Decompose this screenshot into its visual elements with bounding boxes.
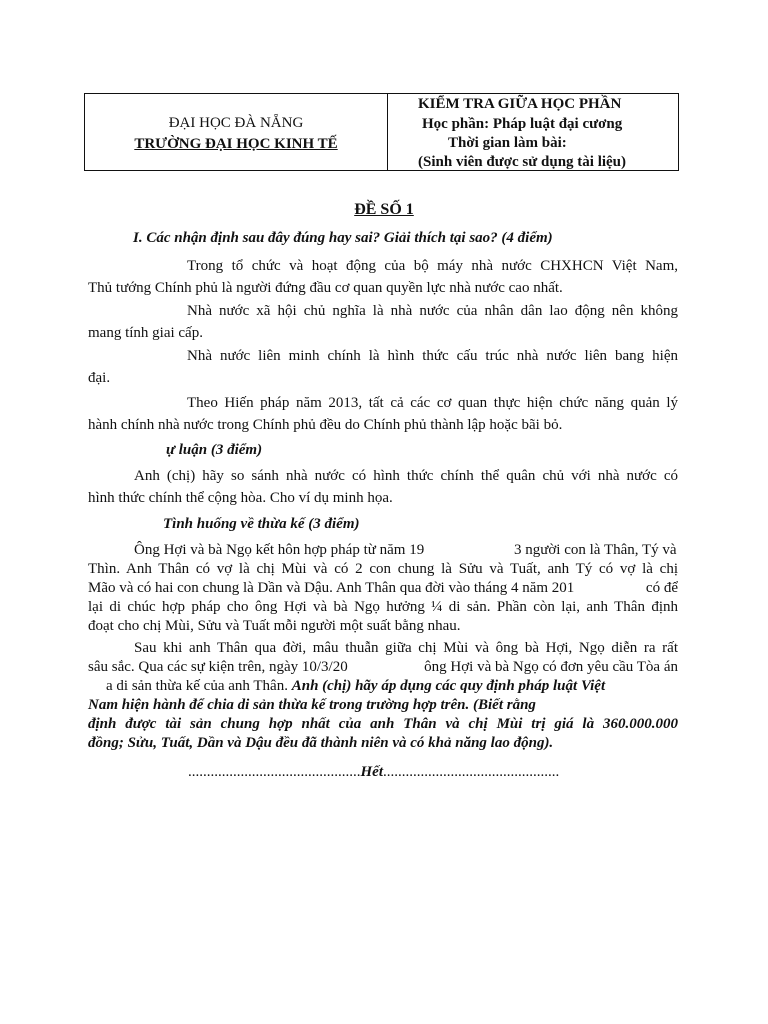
statement-2-line-2: mang tính giai cấp.	[88, 325, 203, 341]
case-p2-line-3a: a di sản thừa kế của anh Thân.	[106, 678, 288, 694]
statement-3-line-1: Nhà nước liên minh chính là hình thức cấu trúc nhà nước liên bang hiện	[187, 348, 678, 364]
case-line-1b: 3 người con là Thân, Tý và	[514, 542, 677, 558]
statement-1-line-2: Thủ tướng Chính phủ là người đứng đầu cơ quan quyền lực nhà nước cao nhất.	[88, 280, 563, 296]
case-p2-line-1: Sau khi anh Thân qua đời, mâu thuẫn giữa chị Mùi và ông bà Hợi, Ngọ diễn ra rất	[134, 640, 678, 656]
case-p2-line-2b: ông Hợi và bà Ngọ có đơn yêu cầu Tòa án	[424, 659, 678, 675]
section-2-heading: ự luận (3 điểm)	[166, 442, 263, 458]
essay-line-2: hình thức chính thể cộng hòa. Cho ví dụ minh họa.	[88, 490, 393, 506]
statement-2	[88, 300, 678, 344]
case-p2-line-4: Nam hiện hành để chia di sản thừa kế trong trường hợp trên. (Biết rằng	[88, 697, 536, 713]
statement-4-line-1: Theo Hiến pháp năm 2013, tất cả các cơ quan thực hiện chức năng quản lý	[187, 395, 678, 411]
exam-subject: Học phần: Pháp luật đại cương	[422, 116, 623, 132]
case-line-3-wrap	[88, 579, 678, 598]
case-line-3: Mão và có hai con chung là Dần và Dậu. Anh Thân qua đời vào tháng 4 năm 201	[88, 580, 575, 596]
case-p2-line-6: đồng; Sửu, Tuất, Dần và Dậu đều đã thành niên và có khả năng lao động).	[88, 735, 554, 751]
essay-line-1: Anh (chị) hãy so sánh nhà nước có hình thức chính thể quân chủ với nhà nước có	[134, 468, 678, 484]
header-right-cell	[388, 94, 678, 170]
header-left-cell	[85, 94, 388, 170]
case-p2-line-2-wrap	[88, 658, 678, 677]
exam-time: Thời gian làm bài:	[448, 135, 567, 151]
statement-2-line-1: Nhà nước xã hội chủ nghĩa là nhà nước của nhân dân lao động nên không	[187, 303, 678, 319]
case-paragraph-2	[88, 639, 678, 753]
case-p2-line-3	[88, 677, 678, 696]
exam-note: (Sinh viên được sử dụng tài liệu)	[418, 154, 627, 170]
essay-question	[88, 465, 678, 509]
statement-1	[88, 255, 678, 299]
case-paragraph-1	[88, 560, 678, 636]
statement-4-line-2: hành chính nhà nước trong Chính phủ đều do Chính phủ thành lập hoặc bãi bỏ.	[88, 417, 563, 433]
exam-title: KIỂM TRA GIỮA HỌC PHẦN	[418, 96, 622, 112]
end-marker	[188, 763, 559, 781]
school-name: TRƯỜNG ĐẠI HỌC KINH TẾ	[134, 136, 338, 152]
case-line-2: Thìn. Anh Thân có vợ là chị Mùi và có 2 con chung là Sửu và Tuất, anh Tý có vợ là chị	[88, 561, 678, 577]
case-line-3b: có để	[645, 580, 678, 596]
case-line-5: đoạt cho chị Mùi, Sửu và Tuất mỗi người một suất bằng nhau.	[88, 618, 461, 634]
exam-number-title: ĐỀ SỐ 1	[354, 201, 414, 218]
end-word: Hết	[360, 764, 383, 780]
case-line-4: lại di chúc hợp pháp cho ông Hợi và bà Ngọ hưởng ¼ di sản. Phần còn lại, anh Thân định	[88, 599, 678, 615]
statement-3-line-2: đại.	[88, 370, 111, 386]
case-p2-line-3b: Anh (chị) hãy áp dụng các quy định pháp luật Việt	[291, 678, 606, 694]
case-p2-line-5: định được tài sản chung hợp nhất của anh Thân và chị Mùi trị giá là 360.000.000	[88, 716, 678, 732]
section-3-heading: Tình huống về thừa kế (3 điểm)	[163, 516, 360, 532]
section-1-heading: I. Các nhận định sau đây đúng hay sai? Giải thích tại sao? (4 điểm)	[133, 230, 553, 246]
case-line-1a: Ông Hợi và bà Ngọ kết hôn hợp pháp từ năm 19	[134, 542, 425, 558]
statement-1-line-1: Trong tổ chức và hoạt động của bộ máy nhà nước CHXHCN Việt Nam,	[187, 258, 678, 274]
university-name: ĐẠI HỌC ĐÀ NẴNG	[168, 115, 304, 131]
statement-4	[88, 392, 678, 436]
case-p2-line-2a: sâu sắc. Qua các sự kiện trên, ngày 10/3/20	[88, 659, 348, 675]
end-dots-left: ..............................................	[188, 764, 361, 780]
end-dots-right: ...............................................	[383, 764, 560, 780]
statement-3	[88, 345, 678, 389]
header-table	[84, 93, 679, 171]
